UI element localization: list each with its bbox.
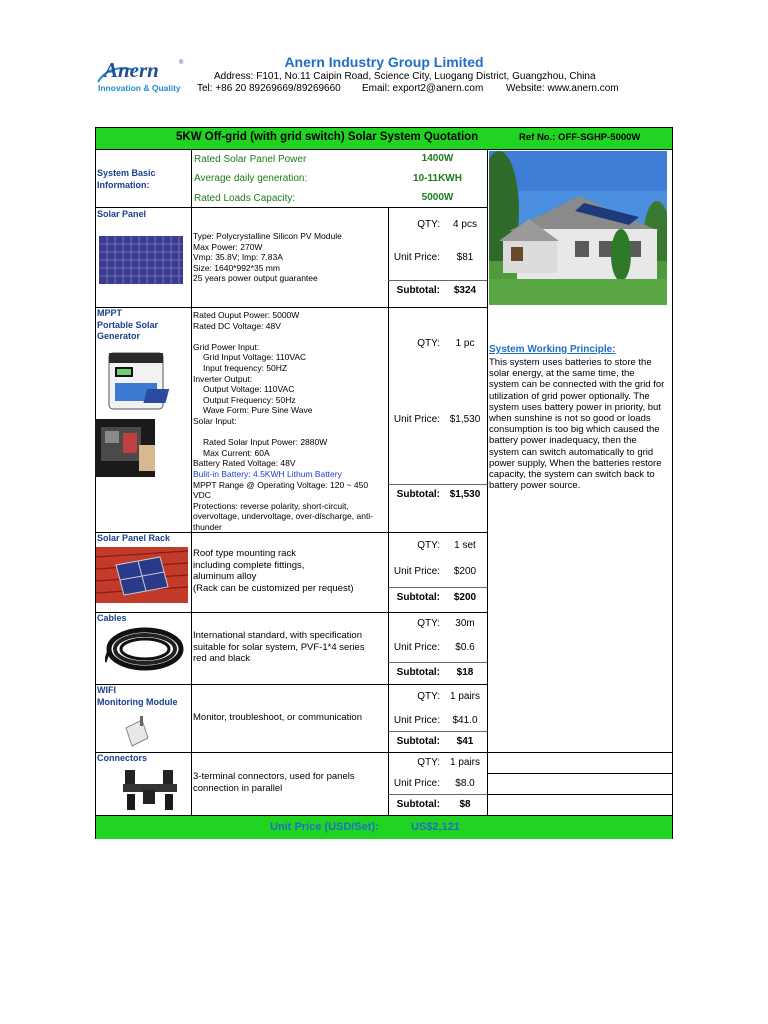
- item-desc-solar-panel: Type: Polycrystalline Silicon PV Module Max Power: 270W Vmp: 35.8V; Imp: 7.83A Size: 1640*992*35 mm 25 years power output guarantee: [193, 231, 342, 284]
- principle-text: This system uses batteries to store the solar energy, at the same time, the system can be connected with the grid for utilization of grid power optionally. The system uses battery power in priority, but when sunshine is not so good or loads consumption is too big which caused the battery power inadequacy, then the system can switch automatically to grid power supply, When the batteries restore capacity, the system can switch back to battery power source.: [489, 357, 665, 492]
- item-desc-solar-panel-rack: Roof type mounting rack including complete fittings, aluminum alloy (Rack can be customized per request): [193, 548, 354, 594]
- unit-price-solar-panel: $81: [456, 252, 474, 263]
- builtin-battery-text: Bulit-in Battery: 4.5KWH Lithum Battery: [193, 468, 342, 479]
- unit-price-cables: $0.6: [455, 642, 475, 653]
- subtotal-mppt-generator: $1,530: [449, 489, 481, 500]
- qty-cables: 30m: [455, 618, 475, 629]
- subtotal-solar-panel: $324: [453, 285, 477, 296]
- quotation-title: 5KW Off-grid (with grid switch) Solar System Quotation: [176, 131, 479, 143]
- company-name: Anern Industry Group Limited: [284, 54, 484, 70]
- anern-logo: Anern ® Innovation & Quality: [98, 58, 184, 93]
- cable-coil-image: [105, 626, 185, 672]
- total-price-label: Unit Price (USD/Set):: [270, 821, 379, 833]
- system-info-label: System Basic Information:: [97, 168, 156, 190]
- company-email: Email: export2@anern.com: [362, 83, 484, 94]
- connector-image: [115, 766, 185, 814]
- qty-solar-panel: 4 pcs: [453, 219, 477, 230]
- category-solar-panel-rack: Solar Panel Rack: [97, 533, 171, 543]
- company-website: Website: www.anern.com: [506, 83, 619, 94]
- company-address: Address: F101, No.11 Caipin Road, Science City, Luogang District, Guangzhou, China: [214, 71, 596, 82]
- qty-mppt-generator: 1 pc: [455, 338, 475, 349]
- logo-tagline: Innovation & Quality: [98, 83, 181, 93]
- info-value-loads-capacity: 5000W: [421, 192, 454, 203]
- info-value-panel-power: 1400W: [421, 153, 454, 164]
- category-connectors: Connectors: [97, 753, 148, 763]
- subtotal-connectors: $8: [459, 799, 471, 810]
- solar-panel-image: [99, 236, 183, 284]
- total-price-value: US$2,121: [411, 821, 460, 833]
- category-wifi-module: WIFI Monitoring Module: [97, 685, 178, 707]
- unit-price-mppt-generator: $1,530: [449, 414, 481, 425]
- principle-heading: System Working Principle:: [489, 344, 616, 355]
- item-desc-connectors: 3-terminal connectors, used for panels connection in parallel: [193, 771, 355, 794]
- generator-image: [97, 345, 187, 413]
- item-desc-cables: International standard, with specification suitable for solar system, PVF-1*4 series red and black: [193, 630, 365, 665]
- generator-inside-image: [95, 419, 155, 477]
- house-solar-image: [489, 151, 667, 305]
- subtotal-cables: $18: [456, 667, 474, 678]
- total-price-bar: [96, 815, 672, 839]
- category-cables: Cables: [97, 613, 127, 623]
- unit-price-connectors: $8.0: [455, 778, 475, 789]
- unit-price-solar-panel-rack: $200: [453, 566, 477, 577]
- quotation-title-bar: [96, 128, 672, 150]
- wifi-module-image: [120, 714, 154, 748]
- qty-solar-panel-rack: 1 set: [454, 540, 476, 551]
- rack-image: [96, 547, 188, 603]
- company-tel: Tel: +86 20 89269669/89269660: [197, 83, 341, 94]
- item-desc-mppt-generator: Rated Ouput Power: 5000W Rated DC Voltage: 48V Grid Power Input: Grid Input Voltage: 110VAC Input frequency: 50HZ Inverter Output: Output Voltage: 110VAC Output Frequency: 50Hz Wave Form: Pure Sine Wave Solar Input: Rated Solar Input Power: 2880W Max Current: 60A Battery Rated Voltage: 48V Bulit-in Battery: 4.5KWH Lithum Battery MPPT Range @ Operating Voltage: 120 ~ 450 VDC Protections: reverse polarity, short-circuit, overvoltage, undervoltage, over-discharge, anti- thunder: [193, 310, 374, 532]
- info-label-panel-power: Rated Solar Panel Power: [194, 154, 307, 165]
- qty-wifi-module: 1 pairs: [449, 691, 480, 702]
- reference-number: Ref No.: OFF-SGHP-5000W: [519, 132, 641, 143]
- info-label-loads-capacity: Rated Loads Capacity:: [194, 193, 296, 204]
- info-label-daily-generation: Average daily generation:: [194, 173, 308, 184]
- category-solar-panel: Solar Panel: [97, 209, 147, 219]
- item-desc-wifi-module: Monitor, troubleshoot, or communication: [193, 712, 362, 723]
- category-mppt-generator: MPPT Portable Solar Generator: [97, 308, 159, 341]
- subtotal-wifi-module: $41: [456, 736, 474, 747]
- info-value-daily-generation: 10-11KWH: [413, 173, 462, 184]
- logo-word: Anern: [104, 58, 159, 82]
- qty-connectors: 1 pairs: [449, 757, 480, 768]
- unit-price-wifi-module: $41.0: [452, 715, 478, 726]
- subtotal-solar-panel-rack: $200: [453, 592, 477, 603]
